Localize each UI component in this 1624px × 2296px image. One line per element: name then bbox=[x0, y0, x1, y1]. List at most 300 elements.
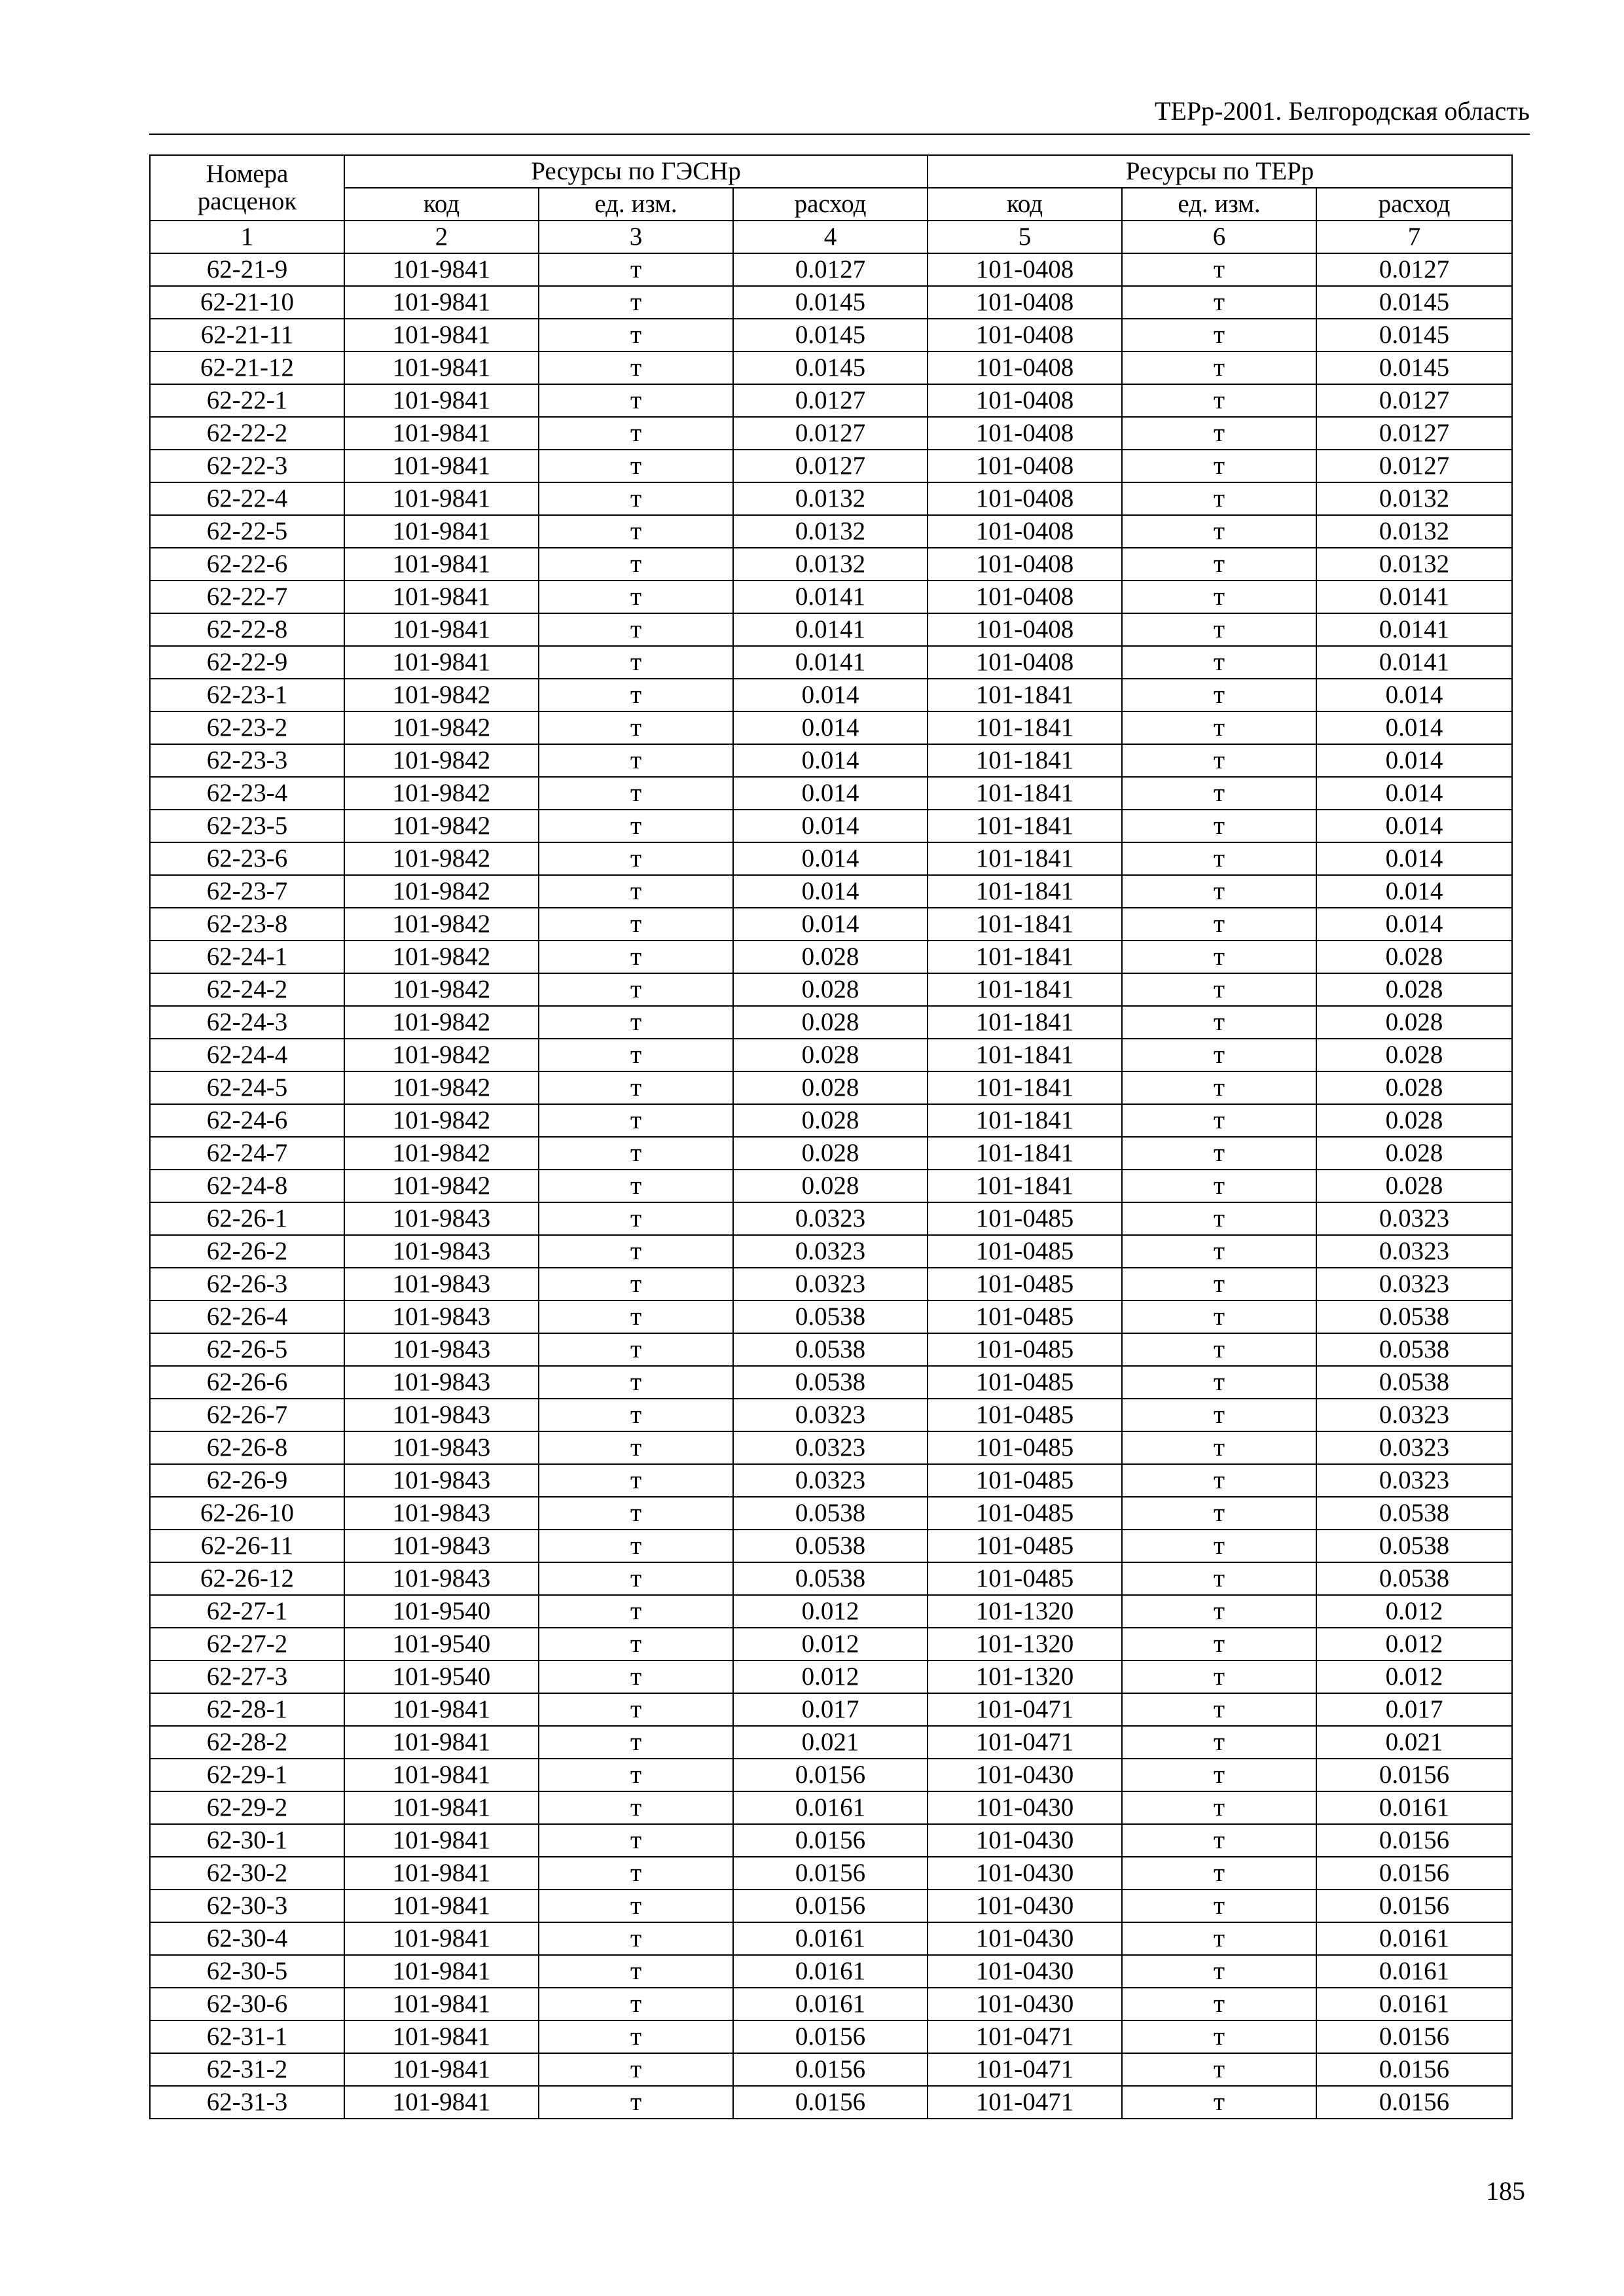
cell-terr-unit: т bbox=[1122, 1170, 1316, 1202]
cell-gesnr-consumption: 0.0156 bbox=[733, 2053, 928, 2086]
cell-terr-consumption: 0.0323 bbox=[1316, 1268, 1512, 1300]
cell-terr-unit: т bbox=[1122, 1562, 1316, 1595]
cell-gesnr-code: 101-9843 bbox=[344, 1333, 539, 1366]
cell-terr-unit: т bbox=[1122, 1497, 1316, 1530]
cell-gesnr-unit: т bbox=[539, 810, 733, 842]
cell-terr-code: 101-0485 bbox=[928, 1235, 1122, 1268]
cell-gesnr-consumption: 0.028 bbox=[733, 1071, 928, 1104]
cell-gesnr-unit: т bbox=[539, 1890, 733, 1922]
cell-terr-unit: т bbox=[1122, 1824, 1316, 1857]
cell-rate-number: 62-26-4 bbox=[150, 1300, 344, 1333]
cell-rate-number: 62-30-6 bbox=[150, 1988, 344, 2020]
cell-terr-unit: т bbox=[1122, 1628, 1316, 1660]
table-row bbox=[150, 613, 1512, 646]
cell-gesnr-unit: т bbox=[539, 2053, 733, 2086]
cell-terr-unit: т bbox=[1122, 1235, 1316, 1268]
cell-rate-number: 62-23-3 bbox=[150, 744, 344, 777]
cell-terr-consumption: 0.017 bbox=[1316, 1693, 1512, 1726]
cell-gesnr-code: 101-9842 bbox=[344, 1039, 539, 1071]
cell-terr-consumption: 0.028 bbox=[1316, 941, 1512, 973]
cell-terr-code: 101-0485 bbox=[928, 1366, 1122, 1399]
cell-terr-code: 101-1841 bbox=[928, 1071, 1122, 1104]
cell-terr-consumption: 0.014 bbox=[1316, 875, 1512, 908]
cell-gesnr-consumption: 0.014 bbox=[733, 679, 928, 711]
cell-rate-number: 62-24-6 bbox=[150, 1104, 344, 1137]
cell-terr-unit: т bbox=[1122, 1955, 1316, 1988]
cell-terr-code: 101-1320 bbox=[928, 1660, 1122, 1693]
cell-terr-code: 101-0408 bbox=[928, 548, 1122, 581]
cell-gesnr-code: 101-9841 bbox=[344, 1922, 539, 1955]
cell-gesnr-consumption: 0.0323 bbox=[733, 1268, 928, 1300]
cell-terr-consumption: 0.0538 bbox=[1316, 1497, 1512, 1530]
table-row bbox=[150, 1366, 1512, 1399]
cell-terr-code: 101-1841 bbox=[928, 711, 1122, 744]
cell-terr-consumption: 0.014 bbox=[1316, 842, 1512, 875]
cell-gesnr-code: 101-9843 bbox=[344, 1497, 539, 1530]
cell-terr-unit: т bbox=[1122, 515, 1316, 548]
cell-terr-consumption: 0.0127 bbox=[1316, 450, 1512, 482]
cell-gesnr-consumption: 0.0156 bbox=[733, 2086, 928, 2119]
col-header-terr-unit: ед. изм. bbox=[1122, 188, 1316, 221]
table-row bbox=[150, 450, 1512, 482]
cell-gesnr-code: 101-9841 bbox=[344, 1693, 539, 1726]
cell-terr-consumption: 0.0156 bbox=[1316, 1890, 1512, 1922]
cell-terr-unit: т bbox=[1122, 1137, 1316, 1170]
cell-gesnr-code: 101-9841 bbox=[344, 1759, 539, 1791]
cell-gesnr-unit: т bbox=[539, 482, 733, 515]
cell-gesnr-code: 101-9841 bbox=[344, 2086, 539, 2119]
cell-gesnr-code: 101-9841 bbox=[344, 319, 539, 351]
cell-gesnr-consumption: 0.0156 bbox=[733, 1824, 928, 1857]
cell-gesnr-code: 101-9841 bbox=[344, 1890, 539, 1922]
cell-gesnr-consumption: 0.0161 bbox=[733, 1791, 928, 1824]
group-header-gesnr: Ресурсы по ГЭСНр bbox=[344, 155, 928, 188]
cell-gesnr-code: 101-9841 bbox=[344, 384, 539, 417]
cell-rate-number: 62-26-12 bbox=[150, 1562, 344, 1595]
cell-rate-number: 62-24-8 bbox=[150, 1170, 344, 1202]
cell-terr-code: 101-0408 bbox=[928, 515, 1122, 548]
col-header-terr-consumption: расход bbox=[1316, 188, 1512, 221]
cell-gesnr-code: 101-9841 bbox=[344, 1791, 539, 1824]
cell-gesnr-consumption: 0.0145 bbox=[733, 319, 928, 351]
cell-gesnr-unit: т bbox=[539, 581, 733, 613]
column-number: 3 bbox=[539, 221, 733, 253]
cell-rate-number: 62-29-2 bbox=[150, 1791, 344, 1824]
table-row bbox=[150, 1268, 1512, 1300]
cell-gesnr-consumption: 0.017 bbox=[733, 1693, 928, 1726]
cell-gesnr-unit: т bbox=[539, 646, 733, 679]
cell-gesnr-code: 101-9842 bbox=[344, 1170, 539, 1202]
table-row bbox=[150, 1039, 1512, 1071]
cell-terr-consumption: 0.012 bbox=[1316, 1595, 1512, 1628]
cell-gesnr-unit: т bbox=[539, 450, 733, 482]
table-row bbox=[150, 581, 1512, 613]
table-row bbox=[150, 1137, 1512, 1170]
cell-rate-number: 62-31-3 bbox=[150, 2086, 344, 2119]
cell-terr-consumption: 0.0156 bbox=[1316, 1857, 1512, 1890]
cell-terr-unit: т bbox=[1122, 1660, 1316, 1693]
cell-terr-consumption: 0.0538 bbox=[1316, 1530, 1512, 1562]
cell-gesnr-unit: т bbox=[539, 1333, 733, 1366]
cell-gesnr-unit: т bbox=[539, 548, 733, 581]
cell-terr-consumption: 0.0145 bbox=[1316, 319, 1512, 351]
cell-rate-number: 62-21-9 bbox=[150, 253, 344, 286]
cell-gesnr-code: 101-9841 bbox=[344, 351, 539, 384]
table-row bbox=[150, 1235, 1512, 1268]
table-row bbox=[150, 1497, 1512, 1530]
cell-gesnr-unit: т bbox=[539, 1628, 733, 1660]
group-header-row bbox=[150, 155, 1512, 188]
cell-terr-code: 101-1841 bbox=[928, 810, 1122, 842]
cell-gesnr-unit: т bbox=[539, 777, 733, 810]
cell-terr-consumption: 0.012 bbox=[1316, 1660, 1512, 1693]
cell-terr-consumption: 0.0141 bbox=[1316, 646, 1512, 679]
cell-terr-unit: т bbox=[1122, 1726, 1316, 1759]
cell-gesnr-consumption: 0.028 bbox=[733, 1170, 928, 1202]
cell-gesnr-code: 101-9841 bbox=[344, 646, 539, 679]
cell-terr-consumption: 0.0145 bbox=[1316, 351, 1512, 384]
cell-terr-consumption: 0.0323 bbox=[1316, 1202, 1512, 1235]
cell-gesnr-unit: т bbox=[539, 941, 733, 973]
cell-gesnr-code: 101-9841 bbox=[344, 1955, 539, 1988]
table-row bbox=[150, 1431, 1512, 1464]
cell-rate-number: 62-21-11 bbox=[150, 319, 344, 351]
cell-gesnr-unit: т bbox=[539, 1039, 733, 1071]
cell-terr-unit: т bbox=[1122, 1366, 1316, 1399]
cell-terr-consumption: 0.0127 bbox=[1316, 417, 1512, 450]
col-header-numbers bbox=[150, 155, 344, 221]
cell-gesnr-unit: т bbox=[539, 286, 733, 319]
cell-gesnr-unit: т bbox=[539, 417, 733, 450]
cell-terr-unit: т bbox=[1122, 1890, 1316, 1922]
cell-rate-number: 62-21-10 bbox=[150, 286, 344, 319]
table-row bbox=[150, 1693, 1512, 1726]
cell-terr-code: 101-0408 bbox=[928, 417, 1122, 450]
cell-gesnr-unit: т bbox=[539, 908, 733, 941]
cell-terr-code: 101-1841 bbox=[928, 908, 1122, 941]
cell-terr-consumption: 0.0161 bbox=[1316, 1791, 1512, 1824]
cell-gesnr-unit: т bbox=[539, 1824, 733, 1857]
sub-header-row bbox=[150, 188, 1512, 221]
table-row bbox=[150, 679, 1512, 711]
cell-gesnr-unit: т bbox=[539, 1791, 733, 1824]
cell-terr-unit: т bbox=[1122, 1202, 1316, 1235]
cell-gesnr-code: 101-9842 bbox=[344, 744, 539, 777]
cell-terr-code: 101-0430 bbox=[928, 1955, 1122, 1988]
table-row bbox=[150, 1562, 1512, 1595]
cell-gesnr-unit: т bbox=[539, 1006, 733, 1039]
cell-rate-number: 62-28-1 bbox=[150, 1693, 344, 1726]
cell-gesnr-consumption: 0.0538 bbox=[733, 1366, 928, 1399]
column-number: 4 bbox=[733, 221, 928, 253]
cell-terr-unit: т bbox=[1122, 1464, 1316, 1497]
cell-terr-code: 101-0485 bbox=[928, 1268, 1122, 1300]
cell-gesnr-code: 101-9540 bbox=[344, 1628, 539, 1660]
table-row bbox=[150, 1071, 1512, 1104]
cell-terr-consumption: 0.028 bbox=[1316, 1104, 1512, 1137]
cell-terr-consumption: 0.014 bbox=[1316, 744, 1512, 777]
table-row bbox=[150, 384, 1512, 417]
column-number: 6 bbox=[1122, 221, 1316, 253]
cell-gesnr-code: 101-9842 bbox=[344, 908, 539, 941]
cell-terr-code: 101-0485 bbox=[928, 1202, 1122, 1235]
cell-rate-number: 62-24-7 bbox=[150, 1137, 344, 1170]
cell-gesnr-unit: т bbox=[539, 1104, 733, 1137]
cell-terr-consumption: 0.0323 bbox=[1316, 1399, 1512, 1431]
cell-gesnr-consumption: 0.0127 bbox=[733, 384, 928, 417]
cell-gesnr-consumption: 0.0132 bbox=[733, 548, 928, 581]
column-number: 5 bbox=[928, 221, 1122, 253]
cell-gesnr-unit: т bbox=[539, 875, 733, 908]
cell-gesnr-consumption: 0.0161 bbox=[733, 1988, 928, 2020]
cell-gesnr-consumption: 0.0323 bbox=[733, 1235, 928, 1268]
running-header: ТЕРр-2001. Белгородская область bbox=[1154, 96, 1530, 126]
cell-gesnr-unit: т bbox=[539, 2020, 733, 2053]
cell-terr-unit: т bbox=[1122, 613, 1316, 646]
cell-terr-code: 101-0485 bbox=[928, 1431, 1122, 1464]
table-row bbox=[150, 1726, 1512, 1759]
cell-terr-consumption: 0.021 bbox=[1316, 1726, 1512, 1759]
cell-terr-consumption: 0.0538 bbox=[1316, 1333, 1512, 1366]
cell-gesnr-code: 101-9842 bbox=[344, 875, 539, 908]
col-header-gesnr-unit: ед. изм. bbox=[539, 188, 733, 221]
col-header-gesnr-consumption: расход bbox=[733, 188, 928, 221]
cell-terr-code: 101-0485 bbox=[928, 1497, 1122, 1530]
cell-terr-consumption: 0.0156 bbox=[1316, 2020, 1512, 2053]
table-row bbox=[150, 1824, 1512, 1857]
cell-gesnr-consumption: 0.0538 bbox=[733, 1497, 928, 1530]
cell-gesnr-code: 101-9843 bbox=[344, 1366, 539, 1399]
cell-gesnr-code: 101-9841 bbox=[344, 1726, 539, 1759]
cell-gesnr-consumption: 0.028 bbox=[733, 973, 928, 1006]
cell-gesnr-consumption: 0.0161 bbox=[733, 1922, 928, 1955]
cell-gesnr-unit: т bbox=[539, 253, 733, 286]
cell-gesnr-unit: т bbox=[539, 1170, 733, 1202]
cell-terr-consumption: 0.028 bbox=[1316, 1071, 1512, 1104]
cell-gesnr-unit: т bbox=[539, 973, 733, 1006]
cell-terr-unit: т bbox=[1122, 1399, 1316, 1431]
table-row bbox=[150, 1857, 1512, 1890]
cell-gesnr-consumption: 0.0127 bbox=[733, 450, 928, 482]
cell-terr-consumption: 0.0156 bbox=[1316, 1759, 1512, 1791]
cell-terr-code: 101-0430 bbox=[928, 1824, 1122, 1857]
cell-rate-number: 62-23-1 bbox=[150, 679, 344, 711]
table-row bbox=[150, 515, 1512, 548]
cell-terr-unit: т bbox=[1122, 286, 1316, 319]
cell-terr-code: 101-0408 bbox=[928, 286, 1122, 319]
cell-terr-code: 101-1841 bbox=[928, 973, 1122, 1006]
cell-terr-unit: т bbox=[1122, 1300, 1316, 1333]
cell-gesnr-unit: т bbox=[539, 1235, 733, 1268]
cell-gesnr-unit: т bbox=[539, 1562, 733, 1595]
cell-gesnr-code: 101-9841 bbox=[344, 2020, 539, 2053]
cell-gesnr-consumption: 0.021 bbox=[733, 1726, 928, 1759]
cell-gesnr-consumption: 0.012 bbox=[733, 1628, 928, 1660]
cell-terr-consumption: 0.014 bbox=[1316, 711, 1512, 744]
cell-terr-code: 101-0430 bbox=[928, 1890, 1122, 1922]
cell-gesnr-code: 101-9843 bbox=[344, 1235, 539, 1268]
cell-gesnr-code: 101-9842 bbox=[344, 1104, 539, 1137]
cell-terr-consumption: 0.0141 bbox=[1316, 581, 1512, 613]
cell-gesnr-consumption: 0.0132 bbox=[733, 515, 928, 548]
cell-terr-consumption: 0.0127 bbox=[1316, 384, 1512, 417]
cell-terr-code: 101-0408 bbox=[928, 351, 1122, 384]
cell-gesnr-consumption: 0.014 bbox=[733, 777, 928, 810]
cell-gesnr-code: 101-9841 bbox=[344, 581, 539, 613]
cell-terr-consumption: 0.0538 bbox=[1316, 1300, 1512, 1333]
cell-gesnr-unit: т bbox=[539, 515, 733, 548]
cell-rate-number: 62-23-8 bbox=[150, 908, 344, 941]
cell-terr-code: 101-0408 bbox=[928, 482, 1122, 515]
table-row bbox=[150, 646, 1512, 679]
cell-terr-consumption: 0.0161 bbox=[1316, 1922, 1512, 1955]
cell-terr-unit: т bbox=[1122, 1071, 1316, 1104]
cell-terr-unit: т bbox=[1122, 1988, 1316, 2020]
cell-terr-code: 101-0408 bbox=[928, 646, 1122, 679]
cell-terr-code: 101-0408 bbox=[928, 253, 1122, 286]
cell-gesnr-unit: т bbox=[539, 613, 733, 646]
cell-terr-consumption: 0.028 bbox=[1316, 973, 1512, 1006]
cell-rate-number: 62-24-4 bbox=[150, 1039, 344, 1071]
cell-rate-number: 62-26-3 bbox=[150, 1268, 344, 1300]
cell-gesnr-consumption: 0.0132 bbox=[733, 482, 928, 515]
cell-terr-code: 101-0485 bbox=[928, 1333, 1122, 1366]
cell-gesnr-consumption: 0.012 bbox=[733, 1660, 928, 1693]
cell-gesnr-unit: т bbox=[539, 1955, 733, 1988]
cell-terr-unit: т bbox=[1122, 581, 1316, 613]
cell-terr-unit: т bbox=[1122, 319, 1316, 351]
cell-gesnr-code: 101-9841 bbox=[344, 286, 539, 319]
cell-rate-number: 62-30-1 bbox=[150, 1824, 344, 1857]
cell-terr-code: 101-0471 bbox=[928, 2086, 1122, 2119]
cell-terr-code: 101-0430 bbox=[928, 1857, 1122, 1890]
cell-gesnr-unit: т bbox=[539, 1300, 733, 1333]
cell-rate-number: 62-30-5 bbox=[150, 1955, 344, 1988]
cell-terr-code: 101-0485 bbox=[928, 1399, 1122, 1431]
cell-terr-unit: т bbox=[1122, 1104, 1316, 1137]
cell-gesnr-unit: т bbox=[539, 1399, 733, 1431]
table-head bbox=[150, 155, 1512, 253]
cell-terr-consumption: 0.0132 bbox=[1316, 482, 1512, 515]
cell-terr-unit: т bbox=[1122, 875, 1316, 908]
cell-terr-code: 101-1841 bbox=[928, 1039, 1122, 1071]
cell-gesnr-consumption: 0.0323 bbox=[733, 1399, 928, 1431]
cell-rate-number: 62-26-6 bbox=[150, 1366, 344, 1399]
cell-terr-code: 101-1320 bbox=[928, 1628, 1122, 1660]
cell-gesnr-consumption: 0.028 bbox=[733, 1137, 928, 1170]
cell-terr-consumption: 0.0161 bbox=[1316, 1955, 1512, 1988]
table-row bbox=[150, 1530, 1512, 1562]
cell-gesnr-unit: т bbox=[539, 1693, 733, 1726]
cell-rate-number: 62-22-2 bbox=[150, 417, 344, 450]
cell-terr-consumption: 0.0132 bbox=[1316, 515, 1512, 548]
cell-gesnr-unit: т bbox=[539, 1530, 733, 1562]
cell-gesnr-consumption: 0.0538 bbox=[733, 1562, 928, 1595]
cell-terr-consumption: 0.0161 bbox=[1316, 1988, 1512, 2020]
cell-gesnr-code: 101-9843 bbox=[344, 1399, 539, 1431]
cell-gesnr-consumption: 0.0538 bbox=[733, 1530, 928, 1562]
table-row bbox=[150, 1170, 1512, 1202]
cell-gesnr-code: 101-9843 bbox=[344, 1530, 539, 1562]
cell-gesnr-code: 101-9842 bbox=[344, 1137, 539, 1170]
column-number: 7 bbox=[1316, 221, 1512, 253]
table-row bbox=[150, 711, 1512, 744]
cell-terr-unit: т bbox=[1122, 2053, 1316, 2086]
cell-rate-number: 62-22-6 bbox=[150, 548, 344, 581]
col-header-numbers-line2: расценок bbox=[197, 187, 297, 215]
cell-gesnr-unit: т bbox=[539, 1726, 733, 1759]
cell-rate-number: 62-23-5 bbox=[150, 810, 344, 842]
cell-terr-consumption: 0.014 bbox=[1316, 810, 1512, 842]
cell-terr-unit: т bbox=[1122, 1693, 1316, 1726]
cell-gesnr-consumption: 0.028 bbox=[733, 941, 928, 973]
cell-terr-code: 101-0408 bbox=[928, 319, 1122, 351]
cell-terr-code: 101-0408 bbox=[928, 581, 1122, 613]
cell-terr-unit: т bbox=[1122, 777, 1316, 810]
cell-terr-unit: т bbox=[1122, 1595, 1316, 1628]
cell-gesnr-unit: т bbox=[539, 1431, 733, 1464]
cell-gesnr-unit: т bbox=[539, 1366, 733, 1399]
table-row bbox=[150, 2053, 1512, 2086]
cell-gesnr-consumption: 0.014 bbox=[733, 875, 928, 908]
cell-gesnr-code: 101-9843 bbox=[344, 1562, 539, 1595]
cell-rate-number: 62-27-1 bbox=[150, 1595, 344, 1628]
cell-gesnr-code: 101-9842 bbox=[344, 777, 539, 810]
cell-gesnr-code: 101-9842 bbox=[344, 941, 539, 973]
cell-gesnr-code: 101-9843 bbox=[344, 1300, 539, 1333]
cell-gesnr-code: 101-9842 bbox=[344, 842, 539, 875]
table-row bbox=[150, 777, 1512, 810]
cell-rate-number: 62-22-5 bbox=[150, 515, 344, 548]
cell-terr-unit: т bbox=[1122, 646, 1316, 679]
cell-rate-number: 62-31-2 bbox=[150, 2053, 344, 2086]
resource-table bbox=[149, 154, 1513, 2119]
column-number: 2 bbox=[344, 221, 539, 253]
cell-rate-number: 62-24-3 bbox=[150, 1006, 344, 1039]
cell-terr-consumption: 0.0127 bbox=[1316, 253, 1512, 286]
cell-gesnr-code: 101-9841 bbox=[344, 548, 539, 581]
cell-rate-number: 62-30-3 bbox=[150, 1890, 344, 1922]
cell-gesnr-unit: т bbox=[539, 744, 733, 777]
cell-rate-number: 62-22-7 bbox=[150, 581, 344, 613]
cell-gesnr-code: 101-9843 bbox=[344, 1431, 539, 1464]
table-row bbox=[150, 973, 1512, 1006]
cell-gesnr-consumption: 0.028 bbox=[733, 1104, 928, 1137]
table-row bbox=[150, 253, 1512, 286]
cell-gesnr-consumption: 0.014 bbox=[733, 711, 928, 744]
cell-terr-code: 101-0408 bbox=[928, 613, 1122, 646]
table-row bbox=[150, 842, 1512, 875]
cell-gesnr-unit: т bbox=[539, 1988, 733, 2020]
table-row bbox=[150, 1399, 1512, 1431]
cell-gesnr-consumption: 0.0323 bbox=[733, 1431, 928, 1464]
cell-gesnr-unit: т bbox=[539, 319, 733, 351]
cell-rate-number: 62-26-9 bbox=[150, 1464, 344, 1497]
cell-terr-consumption: 0.0156 bbox=[1316, 1824, 1512, 1857]
cell-terr-code: 101-1841 bbox=[928, 941, 1122, 973]
cell-rate-number: 62-24-2 bbox=[150, 973, 344, 1006]
cell-terr-code: 101-0485 bbox=[928, 1562, 1122, 1595]
cell-terr-unit: т bbox=[1122, 1431, 1316, 1464]
cell-gesnr-consumption: 0.0538 bbox=[733, 1300, 928, 1333]
cell-gesnr-code: 101-9841 bbox=[344, 1857, 539, 1890]
cell-gesnr-code: 101-9540 bbox=[344, 1595, 539, 1628]
cell-terr-consumption: 0.0538 bbox=[1316, 1562, 1512, 1595]
cell-terr-unit: т bbox=[1122, 744, 1316, 777]
cell-gesnr-unit: т bbox=[539, 384, 733, 417]
cell-gesnr-code: 101-9842 bbox=[344, 1006, 539, 1039]
cell-rate-number: 62-31-1 bbox=[150, 2020, 344, 2053]
